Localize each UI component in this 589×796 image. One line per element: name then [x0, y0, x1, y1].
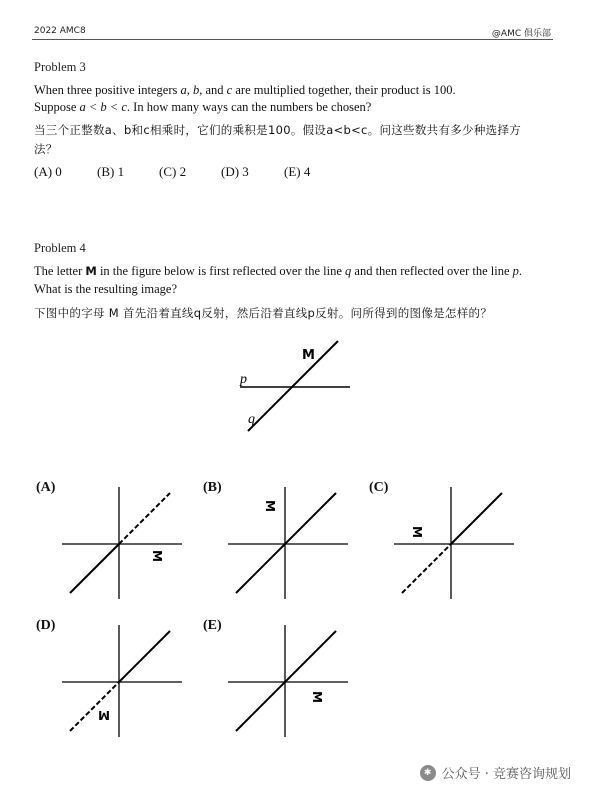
problem4-line1: The letter M in the figure below is first reflected over the line q and then reflected over the line p.: [34, 264, 523, 278]
watermark-text: 公众号 · 竞赛咨询规划: [441, 767, 571, 782]
problem3-title: Problem 3: [34, 60, 86, 74]
problem4-title: Problem 4: [34, 241, 86, 255]
header-right: @AMC 俱乐部: [491, 29, 551, 39]
problem3-choice-d: (D) 3: [221, 164, 249, 179]
problem3-choice-e: (E) 4: [284, 164, 311, 179]
figure-label-p: p: [240, 372, 247, 387]
option-d-letter: M: [98, 708, 110, 722]
problem3-choice-a: (A) 0: [34, 164, 62, 179]
wechat-logo-icon: ✱: [420, 765, 436, 781]
option-c-diagram: [394, 487, 514, 599]
option-b-diagram: [228, 487, 348, 599]
option-c-letter: M: [410, 526, 424, 538]
problem3-choice-b: (B) 1: [97, 164, 125, 179]
option-b-label: (B): [203, 480, 222, 495]
problem3-line2: Suppose a < b < c. In how many ways can the numbers be chosen?: [34, 100, 372, 114]
line-q: [248, 341, 338, 431]
figure-label-q: q: [248, 412, 255, 427]
option-e-label: (E): [203, 618, 222, 633]
problem4-cn-line: 下图中的字母 M 首先沿着直线q反射，然后沿着直线p反射。问所得到的图像是怎样的？: [34, 306, 493, 320]
option-d-diagram: [62, 625, 182, 737]
problem4-line2: What is the resulting image?: [34, 282, 178, 296]
option-a-letter: M: [150, 550, 164, 562]
problem3-choice-c: (C) 2: [159, 164, 187, 179]
option-e-letter: M: [310, 691, 324, 703]
reflection-figure: [230, 335, 360, 440]
option-a-label: (A): [36, 480, 56, 495]
option-a-diagram: [62, 487, 182, 599]
watermark: [420, 763, 571, 782]
problem3-cn-line2: 法？: [34, 142, 58, 156]
header-left: 2022 AMC8: [34, 26, 86, 36]
option-b-letter: M: [263, 500, 277, 512]
problem3-line1: When three positive integers a, b, and c are multiplied together, their product is 100.: [34, 83, 456, 97]
option-e-diagram: [228, 625, 348, 737]
problem3-cn-line1: 当三个正整数a、b和c相乘时，它们的乘积是100。假设a<b<c。问这些数共有多少种选择方: [34, 123, 522, 137]
option-d-label: (D): [36, 618, 56, 633]
option-c-label: (C): [369, 480, 389, 495]
figure-letter-m: M: [302, 348, 315, 363]
header-divider: [32, 39, 553, 40]
